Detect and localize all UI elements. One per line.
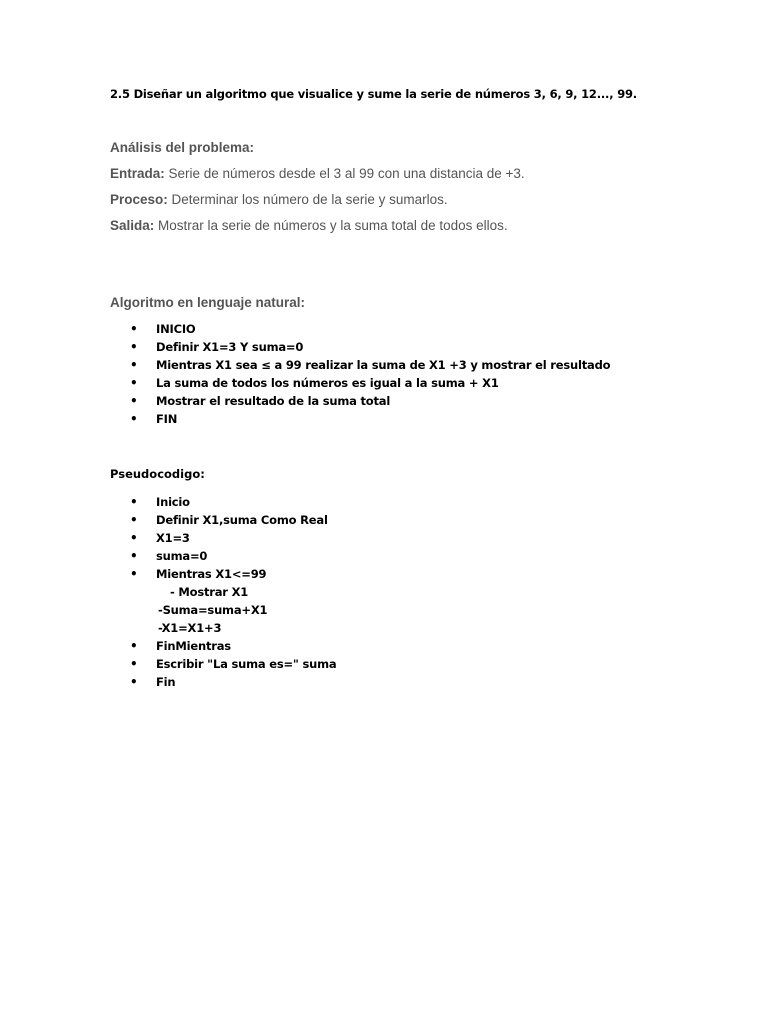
bullet-icon: • xyxy=(130,394,138,408)
list-item-text: X1=3 xyxy=(156,531,190,545)
proceso-label: Proceso: xyxy=(110,192,168,207)
list-item xyxy=(0,410,610,428)
list-item-text: Fin xyxy=(156,675,176,689)
list-item xyxy=(0,637,337,655)
list-item xyxy=(0,511,337,529)
bullet-icon: • xyxy=(130,531,138,545)
list-item xyxy=(0,338,610,356)
list-item xyxy=(0,529,337,547)
natural-language-heading: Algoritmo en lenguaje natural: xyxy=(110,295,306,310)
bullet-icon: • xyxy=(130,639,138,653)
bullet-icon: • xyxy=(130,376,138,390)
bullet-icon: • xyxy=(130,513,138,527)
list-item xyxy=(0,356,610,374)
entrada-row xyxy=(110,165,525,191)
list-item xyxy=(0,673,337,691)
list-item xyxy=(0,392,610,410)
list-item-text: Mientras X1 sea ≤ a 99 realizar la suma de X1 +3 y mostrar el resultado xyxy=(156,358,611,372)
bullet-icon: • xyxy=(130,675,138,689)
sub-item xyxy=(0,619,337,637)
list-item-text: La suma de todos los números es igual a la suma + X1 xyxy=(156,376,499,390)
list-item-text: FIN xyxy=(156,412,178,426)
bullet-icon: • xyxy=(130,340,138,354)
sub-item xyxy=(0,601,337,619)
list-item-text: Mientras X1<=99 xyxy=(156,567,267,581)
sub-item-text: -X1=X1+3 xyxy=(158,621,222,635)
proceso-text: Determinar los número de la serie y sumarlos. xyxy=(167,192,448,207)
list-item-text: Definir X1=3 Y suma=0 xyxy=(156,340,304,354)
bullet-icon: • xyxy=(130,412,138,426)
list-item-text: INICIO xyxy=(156,322,196,336)
salida-text: Mostrar la serie de números y la suma total de todos ellos. xyxy=(154,218,508,233)
salida-label: Salida: xyxy=(110,218,155,233)
pseudocode-heading: Pseudocodigo: xyxy=(110,467,205,481)
entrada-label: Entrada: xyxy=(110,166,165,181)
list-item xyxy=(0,374,610,392)
bullet-icon: • xyxy=(130,549,138,563)
bullet-icon: • xyxy=(130,495,138,509)
bullet-icon: • xyxy=(130,322,138,336)
sub-item-text: -Suma=suma+X1 xyxy=(158,603,268,617)
salida-row xyxy=(110,217,525,243)
natural-language-list xyxy=(0,320,610,428)
list-item xyxy=(0,547,337,565)
list-item xyxy=(0,565,337,583)
bullet-icon: • xyxy=(130,657,138,671)
pseudocode-list xyxy=(0,493,337,691)
problem-analysis xyxy=(110,139,525,243)
analysis-heading: Análisis del problema: xyxy=(110,140,255,155)
proceso-row xyxy=(110,191,525,217)
list-item-text: FinMientras xyxy=(156,639,231,653)
bullet-icon: • xyxy=(130,358,138,372)
list-item-text: suma=0 xyxy=(156,549,208,563)
list-item xyxy=(0,320,610,338)
sub-item-text: - Mostrar X1 xyxy=(170,585,249,599)
list-item xyxy=(0,493,337,511)
exercise-title: 2.5 Diseñar un algoritmo que visualice y sume la serie de números 3, 6, 9, 12..., 99. xyxy=(110,87,637,101)
list-item-text: Escribir "La suma es=" suma xyxy=(156,657,337,671)
list-item-text: Mostrar el resultado de la suma total xyxy=(156,394,391,408)
sub-item xyxy=(0,583,337,601)
list-item-text: Definir X1,suma Como Real xyxy=(156,513,328,527)
entrada-text: Serie de números desde el 3 al 99 con una distancia de +3. xyxy=(164,166,525,181)
list-item-text: Inicio xyxy=(156,495,190,509)
bullet-icon: • xyxy=(130,567,138,581)
list-item xyxy=(0,655,337,673)
